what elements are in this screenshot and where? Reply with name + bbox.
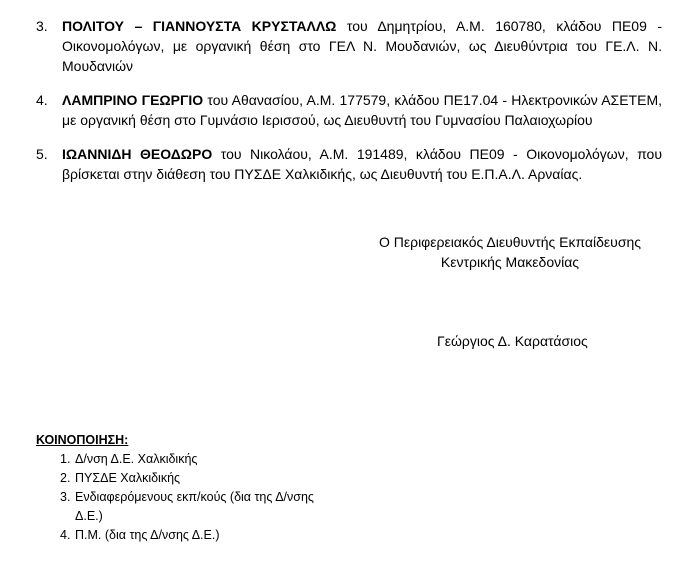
item-number: 3. <box>36 18 48 34</box>
appointment-details: του Δημητρίου, Α.Μ. 160780, κλάδου ΠΕ09 - Οικονομολόγων, με οργανική θέση στο ΓΕΛ Ν. Μουδανιών, ως Διευθύντρια του ΓΕ.Λ. Ν. Μουδανιών <box>62 18 662 74</box>
appointment-details: του Αθανασίου, Α.Μ. 177579, κλάδου ΠΕ17.04 - Ηλεκτρονικών ΑΣΕΤΕΜ, με οργανική θέση στο Γυμνάσιο Ιερισσού, ως Διευθυντή του Γυμνασίου Παλαιοχωρίου <box>62 92 662 128</box>
signatory-region: Κεντρικής Μακεδονίας <box>440 254 580 270</box>
signature-block <box>360 232 660 272</box>
appointment-item <box>36 90 662 130</box>
appointment-item <box>36 16 662 76</box>
item-number: 4. <box>60 528 71 542</box>
signatory-title: Ο Περιφερειακός Διευθυντής Εκπαίδευσης <box>378 234 642 250</box>
appointment-details: του Νικολάου, Α.Μ. 191489, κλάδου ΠΕ09 - Οικονομολόγων, που βρίσκεται στην διάθεση του ΠΥΣΔΕ Χαλκιδικής, ως Διευθυντή του Ε.Π.Α.Λ. Αρναίας. <box>62 146 662 182</box>
appointee-name: ΠΟΛΙΤΟΥ – ΓΙΑΝΝΟΥΣΤΑ ΚΡΥΣΤΑΛΛΩ <box>62 18 337 34</box>
list-item <box>36 450 336 469</box>
item-number: 1. <box>60 452 71 466</box>
appointee-name: ΛΑΜΠΡΙΝΟ ΓΕΩΡΓΙΟ <box>62 92 204 108</box>
appointee-name: ΙΩΑΝΝΙΔΗ ΘΕΟΔΩΡΟ <box>62 146 213 162</box>
list-item <box>36 488 336 526</box>
recipient-text: Π.Μ. (δια της Δ/νσης Δ.Ε.) <box>75 528 220 542</box>
recipient-text: Δ/νση Δ.Ε. Χαλκιδικής <box>75 452 198 466</box>
list-item <box>36 469 336 488</box>
item-number: 5. <box>36 146 48 162</box>
recipient-text: ΠΥΣΔΕ Χαλκιδικής <box>75 471 181 485</box>
recipient-text: Ενδιαφερόμενους εκπ/κούς (δια της Δ/νσης Δ.Ε.) <box>75 490 314 523</box>
notification-heading: ΚΟΙΝΟΠΟΙΗΣΗ: <box>36 433 129 447</box>
appointments-list <box>36 16 662 198</box>
notification-section <box>36 431 336 545</box>
item-number: 4. <box>36 92 48 108</box>
item-number: 3. <box>60 490 71 504</box>
appointment-item <box>36 144 662 184</box>
signer-name: Γεώργιος Δ. Καρατάσιος <box>437 333 588 349</box>
item-number: 2. <box>60 471 71 485</box>
notification-list <box>36 450 336 545</box>
list-item <box>36 526 336 545</box>
